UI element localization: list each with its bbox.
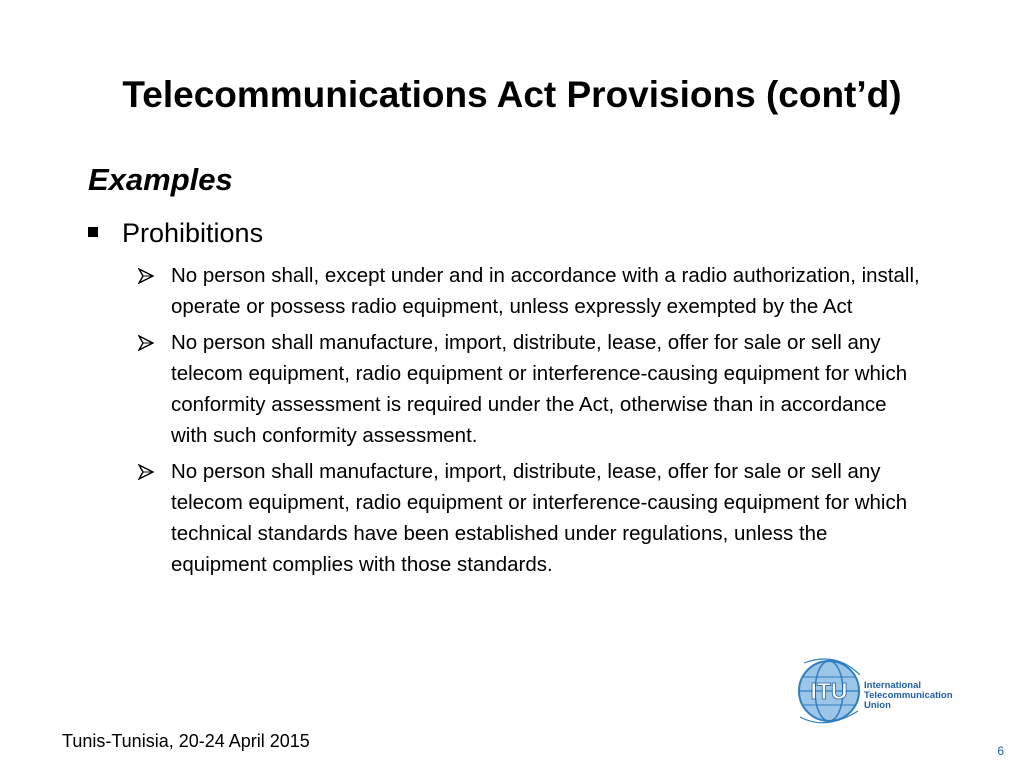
bullet-text: No person shall manufacture, import, distribute, lease, offer for sale or sell any telecom equipment, radio equipment or interference-causing equipment for which technical standards have been established under regulations, unless the equipment complies with those standards.	[171, 460, 908, 576]
bullet-item	[138, 456, 928, 580]
square-bullet-icon	[88, 227, 98, 237]
arrow-bullet-icon	[138, 464, 154, 480]
section-heading: Examples	[88, 162, 233, 197]
arrow-bullet-icon	[138, 268, 154, 284]
bullet-text: No person shall manufacture, import, distribute, lease, offer for sale or sell any telecom equipment, radio equipment or interference-causing equipment for which conformity assessment is required under the Act, otherwise than in accordance with such conformity assessment.	[171, 331, 908, 447]
logo-org-line3: Union	[864, 700, 891, 711]
itu-logo	[796, 655, 986, 727]
bullet-item	[138, 327, 928, 451]
logo-mark-text: ITU	[810, 678, 848, 704]
level1-bullet-text: Prohibitions	[122, 218, 264, 248]
slide-title: Telecommunications Act Provisions (cont’d)	[122, 74, 902, 115]
bullet-text: No person shall, except under and in accordance with a radio authorization, install, operate or possess radio equipment, unless expressly exempted by the Act	[171, 264, 920, 318]
bullet-list	[138, 260, 928, 585]
level1-bullet	[88, 214, 263, 252]
bullet-item	[138, 260, 928, 322]
logo-org-line1: International	[864, 680, 922, 691]
logo-org-line2: Telecommunication	[864, 690, 953, 701]
footer-location-date: Tunis-Tunisia, 20-24 April 2015	[62, 731, 310, 751]
arrow-bullet-icon	[138, 335, 154, 351]
page-number: 6	[997, 744, 1004, 758]
